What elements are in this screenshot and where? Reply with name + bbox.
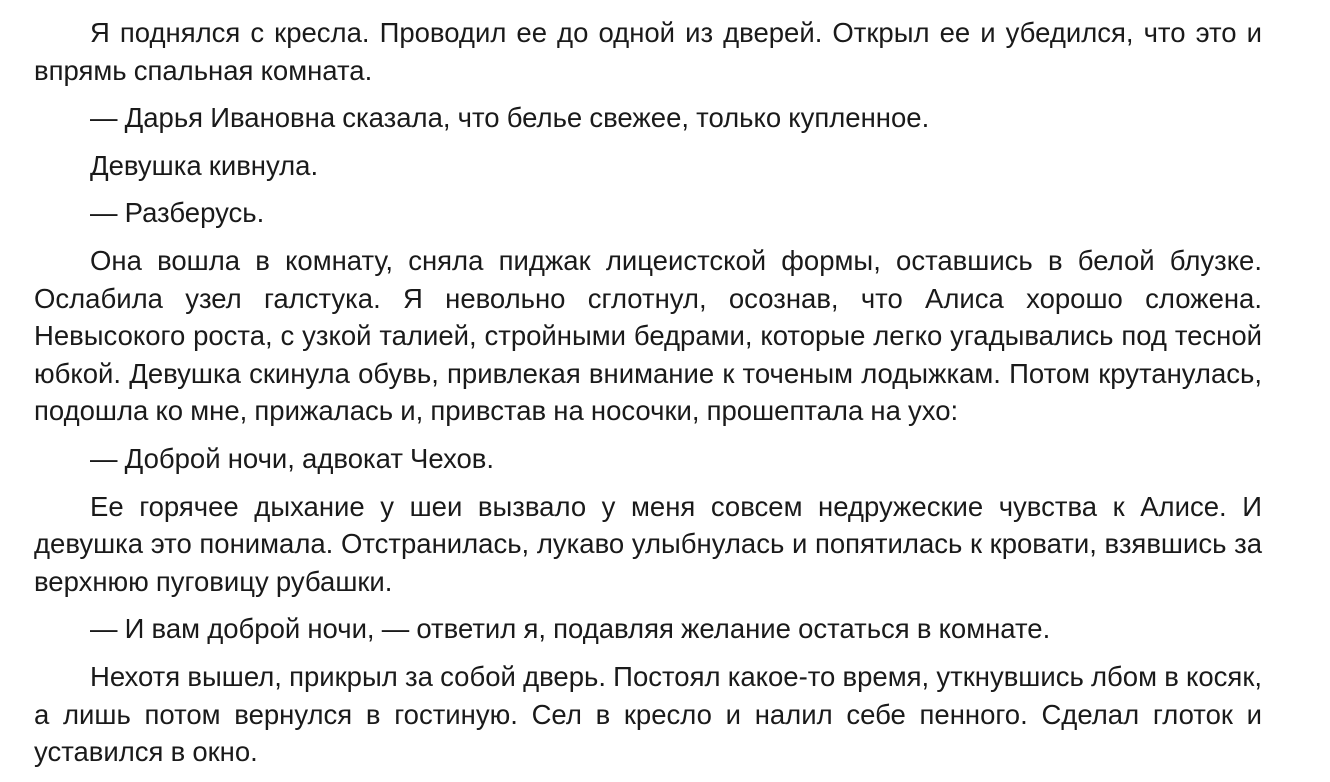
paragraph-8: — И вам доброй ночи, — ответил я, подавляя желание остаться в комнате. [90, 613, 1051, 645]
paragraph-9: Нехотя вышел, прикрыл за собой дверь. Постоял какое-то время, уткнувшись лбом в косяк, а лишь потом вернулся в гостиную. Сел в кресло и налил себе пенного. Сделал глоток и уставился в окно. [34, 660, 1262, 768]
paragraph-5: Она вошла в комнату, сняла пиджак лицеистской формы, оставшись в белой блузке. Ослабила узел галстука. Я невольно сглотнул, осознав, что Алиса хорошо сложена. Невысокого роста, с узкой талией, стройными бедрами, которые легко угадывались под тесной юбкой. Девушка скинула обувь, привлекая внимание к точеным лодыжкам. Потом крутанулась, подошла ко мне, прижалась и, привстав на носочки, прошептала на ухо: [34, 244, 1262, 427]
paragraph-1: Я поднялся с кресла. Проводил ее до одной из дверей. Открыл ее и убедился, что это и впрямь спальная комната. [34, 17, 1262, 86]
document-page [34, 14, 1262, 771]
paragraph-7: Ее горячее дыхание у шеи вызвало у меня совсем недружеские чувства к Алисе. И девушка это понимала. Отстранилась, лукаво улыбнулась и попятилась к кровати, взявшись за верхнюю пуговицу рубашки. [34, 490, 1262, 597]
paragraph-6: — Доброй ночи, адвокат Чехов. [90, 442, 495, 474]
paragraph-4: — Разберусь. [90, 197, 265, 229]
paragraph-3: Девушка кивнула. [90, 149, 319, 181]
paragraph-2: — Дарья Ивановна сказала, что белье свежее, только купленное. [90, 102, 930, 134]
